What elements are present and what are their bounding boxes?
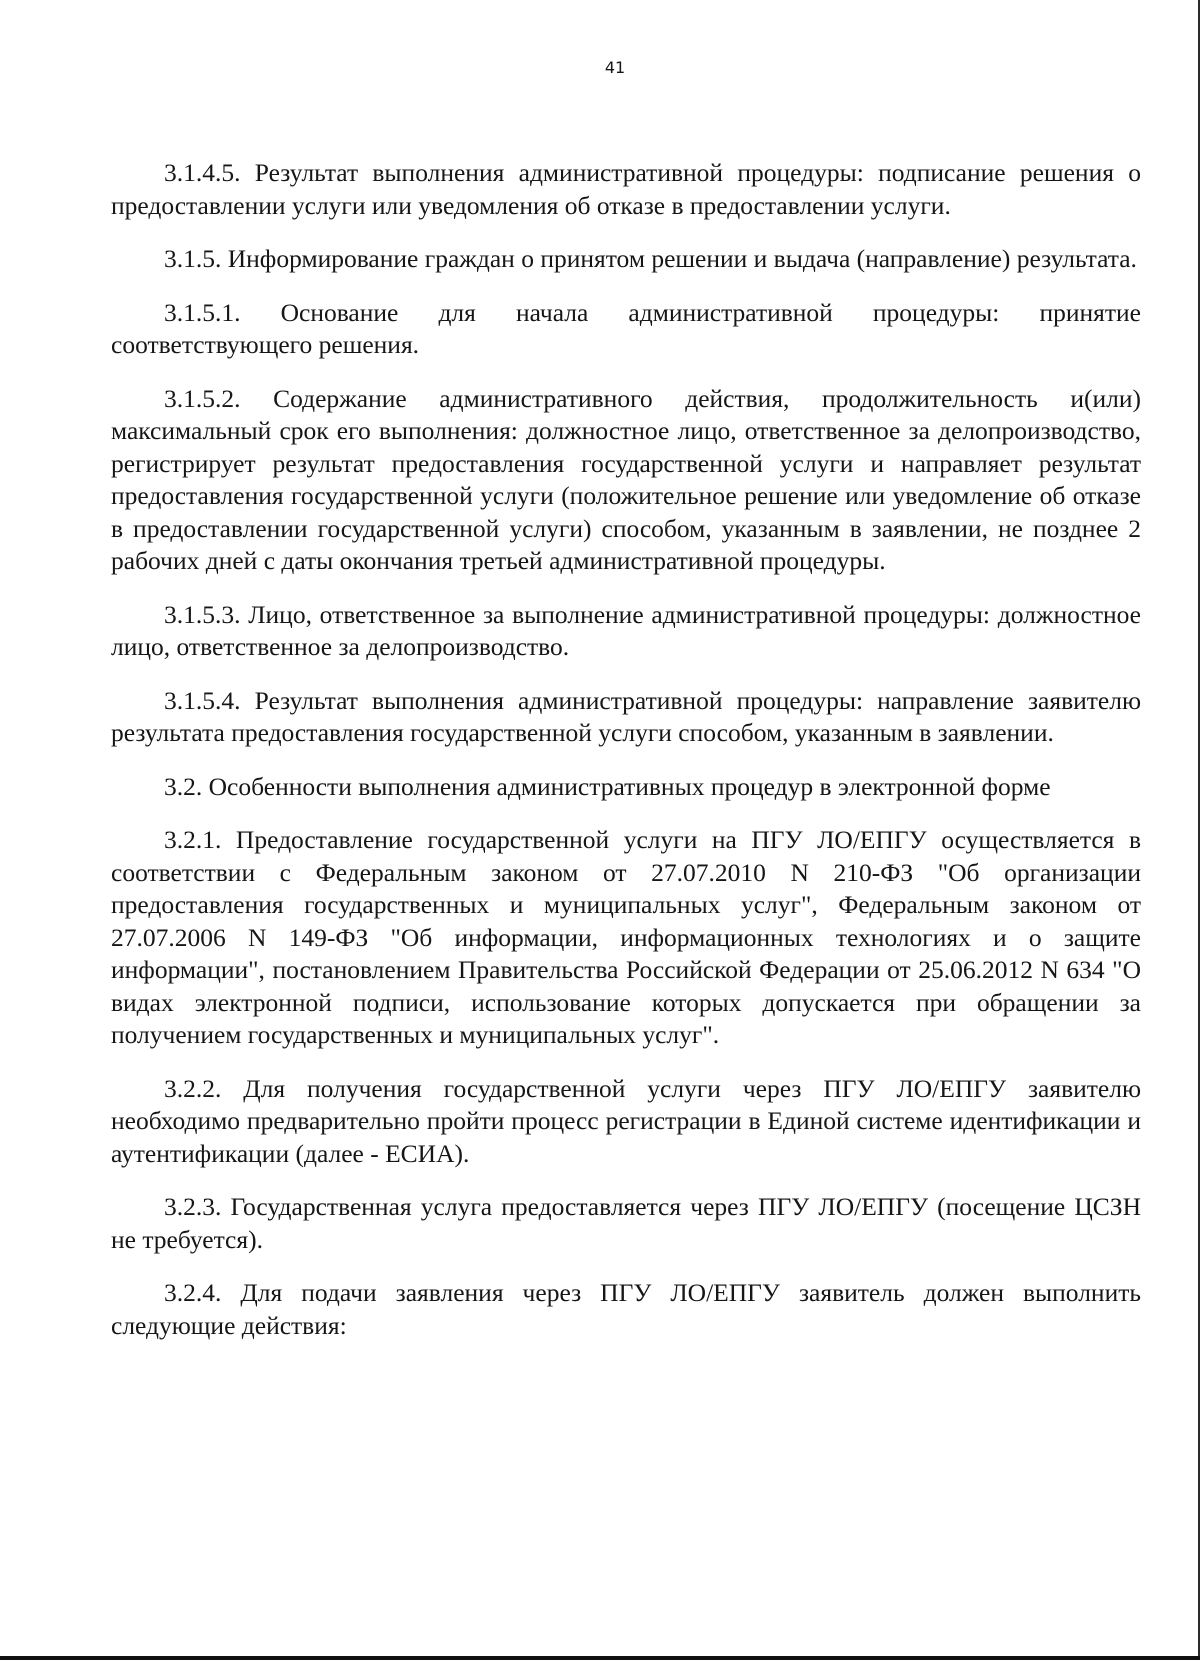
page-number: 41 — [604, 58, 626, 77]
paragraph-3-1-5-4: 3.1.5.4. Результат выполнения административной процедуры: направление заявителю результата предоставления государственной услуги способом, указанным в заявлении. — [111, 685, 1141, 747]
paragraph-3-1-4-5: 3.1.4.5. Результат выполнения административной процедуры: подписание решения о предоставлении услуги или уведомления об отказе в предоставлении услуги. — [111, 158, 1141, 220]
paragraph-3-1-5-3: 3.1.5.3. Лицо, ответственное за выполнение административной процедуры: должностное лицо, ответственное за делопроизводство. — [111, 599, 1141, 661]
paragraph-3-1-5: 3.1.5. Информирование граждан о принятом решении и выдача (направление) результата. — [164, 244, 1137, 273]
paragraph-3-2-4: 3.2.4. Для подачи заявления через ПГУ ЛО/ЕПГУ заявитель должен выполнить следующие действия: — [111, 1278, 1141, 1340]
document-body — [111, 157, 1141, 1342]
paragraph-3-2-3: 3.2.3. Государственная услуга предоставляется через ПГУ ЛО/ЕПГУ (посещение ЦСЗН не требуется). — [111, 1192, 1141, 1254]
section-heading-3-2: 3.2. Особенности выполнения административных процедур в электронной форме — [164, 771, 1051, 801]
paragraph-3-1-5-1: 3.1.5.1. Основание для начала административной процедуры: принятие соответствующего решения. — [111, 297, 1141, 359]
paragraph-3-1-5-2: 3.1.5.2. Содержание административного действия, продолжительность и(или) максимальный срок его выполнения: должностное лицо, ответственное за делопроизводство, регистрирует результат предоставления государственной услуги и направляет результат предоставления государственной услуги (положительное решение или уведомление об отказе в предоставлении государственной услуги) способом, указанным в заявлении, не позднее 2 рабочих дней с даты окончания третьей административной процедуры. — [111, 383, 1141, 575]
paragraph-3-2-1: 3.2.1. Предоставление государственной услуги на ПГУ ЛО/ЕПГУ осуществляется в соответствии с Федеральным законом от 27.07.2010 N 210-ФЗ "Об организации предоставления государственных и муниципальных услуг", Федеральным законом от 27.07.2006 N 149-ФЗ "Об информации, информационных технологиях и о защите информации", постановлением Правительства Российской Федерации от 25.06.2012 N 634 "О видах электронной подписи, использование которых допускается при обращении за получением государственных и муниципальных услуг". — [111, 825, 1141, 1049]
paragraph-3-2-2: 3.2.2. Для получения государственной услуги через ПГУ ЛО/ЕПГУ заявителю необходимо предварительно пройти процесс регистрации в Единой системе идентификации и аутентификации (далее - ЕСИА). — [111, 1073, 1141, 1168]
scan-edge-bottom — [0, 1656, 1200, 1660]
